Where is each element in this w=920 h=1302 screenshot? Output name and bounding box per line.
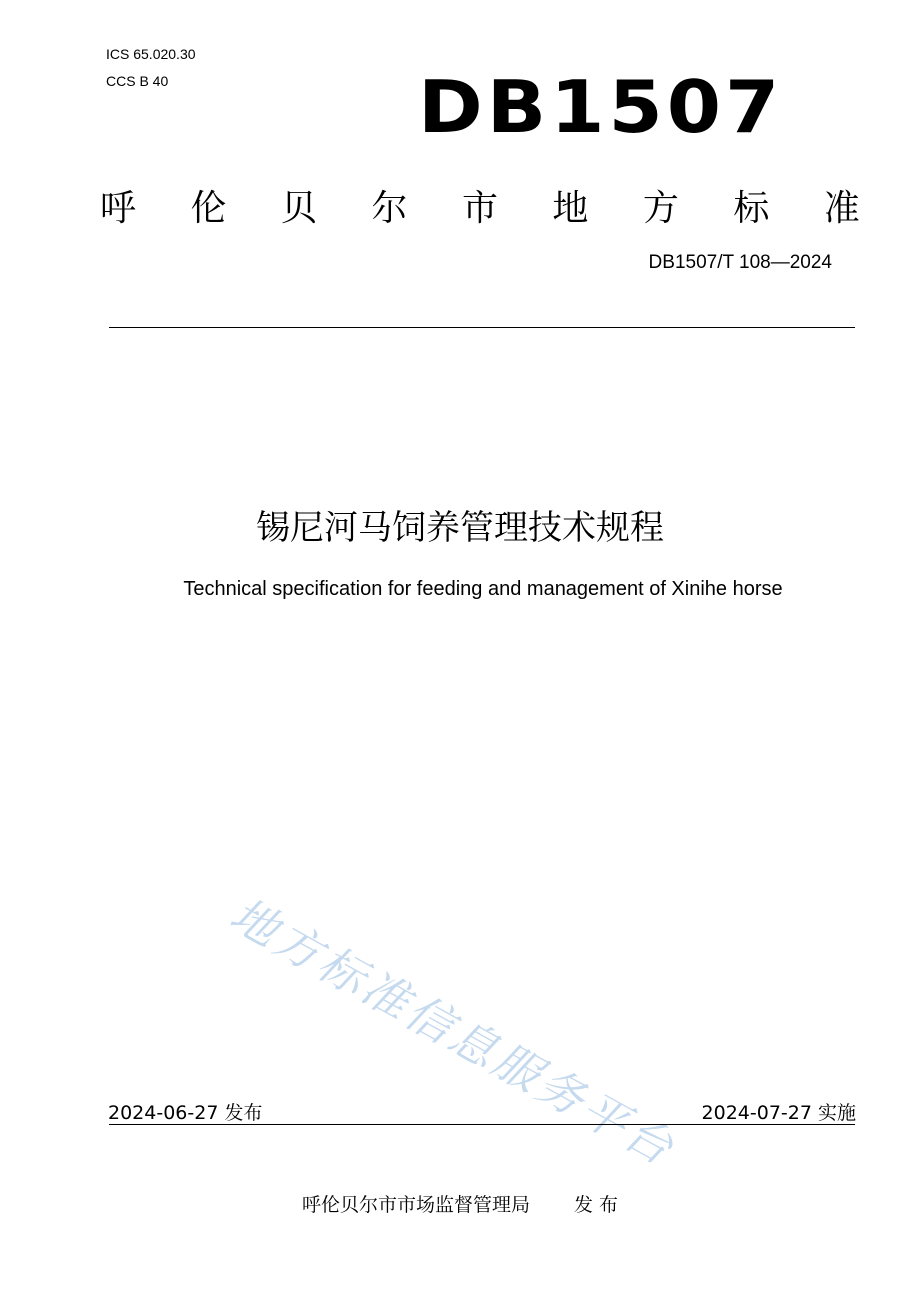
db-logo: DB1507 xyxy=(418,66,784,150)
standard-type-char: 伦 xyxy=(190,188,227,229)
document-title-chinese: 锡尼河马饲养管理技术规程 xyxy=(256,508,664,548)
standard-type-title xyxy=(100,180,860,231)
implementation-date: 2024-07-27 实施 xyxy=(701,1102,856,1124)
standard-type-char: 贝 xyxy=(280,188,317,229)
issue-date: 2024-06-27 发布 xyxy=(108,1102,263,1124)
bottom-divider xyxy=(109,1124,855,1125)
standard-type-char: 标 xyxy=(733,188,770,229)
standard-type-char: 尔 xyxy=(371,188,408,229)
standard-type-char: 呼 xyxy=(100,188,137,229)
standard-type-char: 市 xyxy=(461,188,498,229)
watermark: 地方标准信息服务平台 xyxy=(221,887,685,1177)
publisher-action: 发 布 xyxy=(573,1194,619,1216)
standard-type-char: 地 xyxy=(552,188,589,229)
document-title-english: Technical specification for feeding and management of Xinihe horse xyxy=(183,578,783,600)
ccs-code: CCS B 40 xyxy=(106,73,169,89)
publisher-line xyxy=(0,1190,920,1217)
standard-type-char: 准 xyxy=(823,188,860,229)
top-divider xyxy=(109,327,855,328)
standard-type-char: 方 xyxy=(642,188,679,229)
ics-code: ICS 65.020.30 xyxy=(106,46,196,62)
standard-number: DB1507/T 108—2024 xyxy=(648,252,832,273)
publisher-name: 呼伦贝尔市市场监督管理局 xyxy=(301,1194,530,1216)
